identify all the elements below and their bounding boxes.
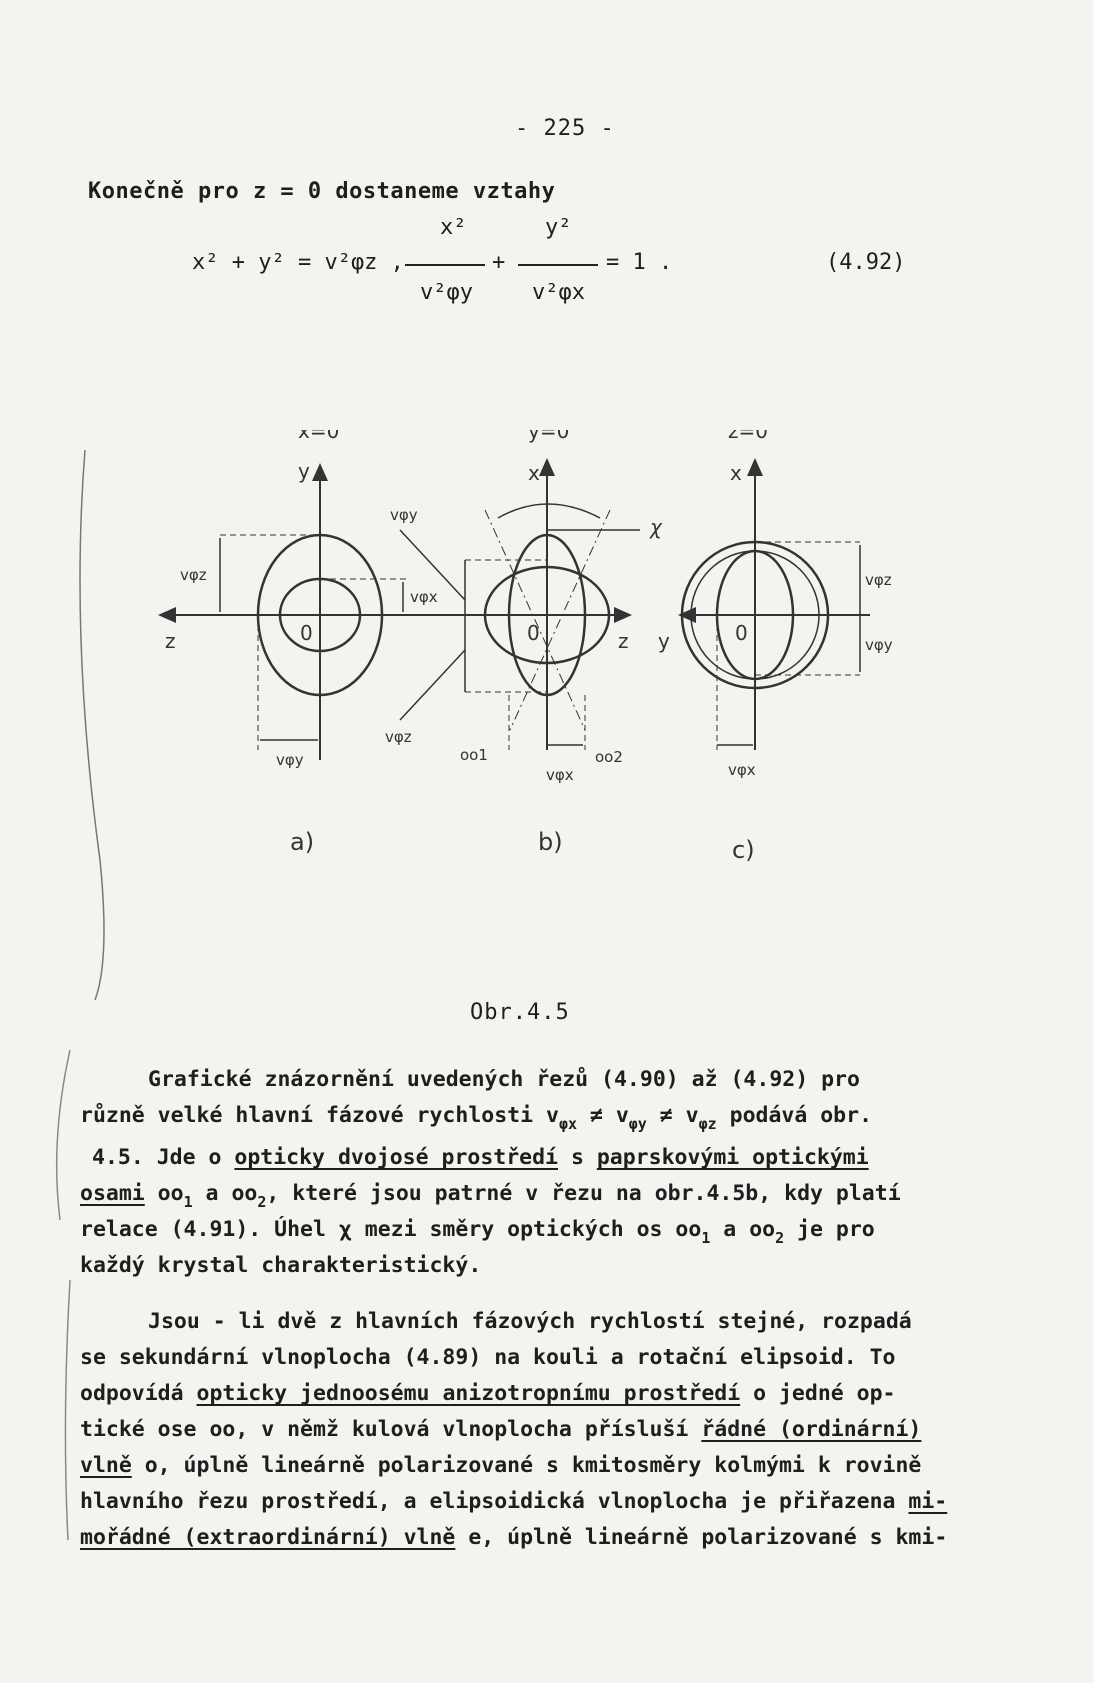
panel-c-label-vphy: vφy (865, 636, 893, 654)
paragraph-1-line: různě velké hlavní fázové rychlosti $v_{\varphi x} \ne v_{\varphi y} \ne v_{\varphi z}$ podává obr. (80, 1103, 873, 1133)
panel-c (658, 430, 893, 864)
paragraph-1-line: každý krystal charakteristický. (80, 1253, 482, 1278)
panel-a-caption: a) (290, 828, 315, 856)
panel-b-horizontal-axis-label: z (618, 629, 629, 653)
term-ordinary: řádné (ordinární) (701, 1417, 922, 1442)
term-extraordinary: mořádné (extraordinární) vlně (80, 1525, 456, 1550)
panel-b-label-vphy: vφy (390, 506, 418, 524)
panel-a-label-vphy: vφy (276, 751, 304, 769)
term-uniaxial: opticky jednoosému anizotropnímu prostředí (196, 1381, 741, 1406)
panel-a-vertical-axis-label: y (298, 459, 310, 483)
panel-b-origin: 0 (527, 621, 540, 645)
panel-a (160, 430, 470, 856)
figure-4-5 (80, 430, 1040, 970)
equation-frac2-denominator: v²φx (532, 280, 585, 305)
panel-b (385, 430, 663, 856)
paragraph-1-line: osami $oo_1$ a $oo_2$, které jsou patrné v řezu na obr.4.5b, kdy platí (80, 1181, 901, 1211)
panel-b-label-vphx: vφx (546, 766, 574, 784)
panel-b-title: y=0 (528, 430, 570, 443)
panel-a-label-vphx: vφx (410, 588, 438, 606)
equation-rhs: = 1 . (606, 250, 673, 275)
panel-c-caption: c) (732, 836, 755, 864)
paragraph-1-line: relace (4.91). Úhel χ mezi směry optických os $oo_1$ a $oo_2$ je pro (80, 1217, 875, 1247)
figure-drawing (80, 430, 1040, 970)
fraction-bar (518, 264, 598, 266)
panel-b-vertical-axis-label: x (528, 461, 540, 485)
paragraph-1-line: Grafické znázornění uvedených řezů (4.90) až (4.92) pro (148, 1067, 860, 1092)
panel-c-vertical-axis-label: x (730, 461, 742, 485)
equation-frac2-numerator: y² (545, 215, 572, 240)
paragraph-2-line: tické ose oo, v němž kulová vlnoplocha přísluší řádné (ordinární) (80, 1417, 922, 1442)
paragraph-1-line: 4.5. Jde o opticky dvojosé prostředí s paprskovými optickými (92, 1145, 869, 1170)
intro-sentence: Konečně pro z = 0 dostaneme vztahy (88, 179, 556, 204)
paragraph-2-line: Jsou - li dvě z hlavních fázových rychlostí stejné, rozpadá (148, 1309, 912, 1334)
panel-c-label-vphx: vφx (728, 761, 756, 779)
panel-b-label-oo2: oo2 (595, 748, 623, 766)
panel-a-title: x=0 (298, 430, 340, 443)
paragraph-2-line: vlně o, úplně lineárně polarizované s kmitosměry kolmými k rovině (80, 1453, 922, 1478)
page-number: - 225 - (515, 116, 615, 141)
paragraph-2-line: hlavního řezu prostředí, a elipsoidická vlnoplocha je přiřazena mi- (80, 1489, 948, 1514)
panel-b-label-vphz: vφz (385, 728, 412, 746)
equation-frac1-denominator: v²φy (420, 280, 473, 305)
paragraph-2-line: mořádné (extraordinární) vlně e, úplně lineárně polarizované s kmi- (80, 1525, 948, 1550)
panel-b-caption: b) (538, 828, 563, 856)
panel-c-label-vphz: vφz (865, 571, 892, 589)
equation-left: x² + y² = v²φz , (192, 250, 404, 275)
panel-c-origin: 0 (735, 621, 748, 645)
fraction-bar (405, 264, 485, 266)
panel-b-label-chi: χ (650, 515, 662, 539)
paragraph-2-line: se sekundární vlnoplocha (4.89) na kouli a rotační elipsoid. To (80, 1345, 896, 1370)
equation-plus: + (492, 250, 506, 275)
equation-frac1-numerator: x² (440, 215, 467, 240)
panel-c-title: z=0 (728, 430, 768, 443)
panel-a-origin: 0 (300, 621, 313, 645)
figure-caption: Obr.4.5 (470, 1000, 570, 1025)
term-ray-axes: paprskovými optickými (596, 1145, 869, 1170)
panel-b-label-oo1: oo1 (460, 746, 488, 764)
margin-pencil-marks (40, 440, 120, 1590)
paragraph-2-line: odpovídá opticky jednoosému anizotropnímu prostředí o jedné op- (80, 1381, 896, 1406)
panel-a-label-vphz: vφz (180, 566, 207, 584)
panel-c-horizontal-axis-label: y (658, 629, 670, 653)
term-biaxial: opticky dvojosé prostředí (234, 1145, 558, 1170)
panel-a-horizontal-axis-label: z (165, 629, 176, 653)
equation-number: (4.92) (826, 250, 906, 275)
